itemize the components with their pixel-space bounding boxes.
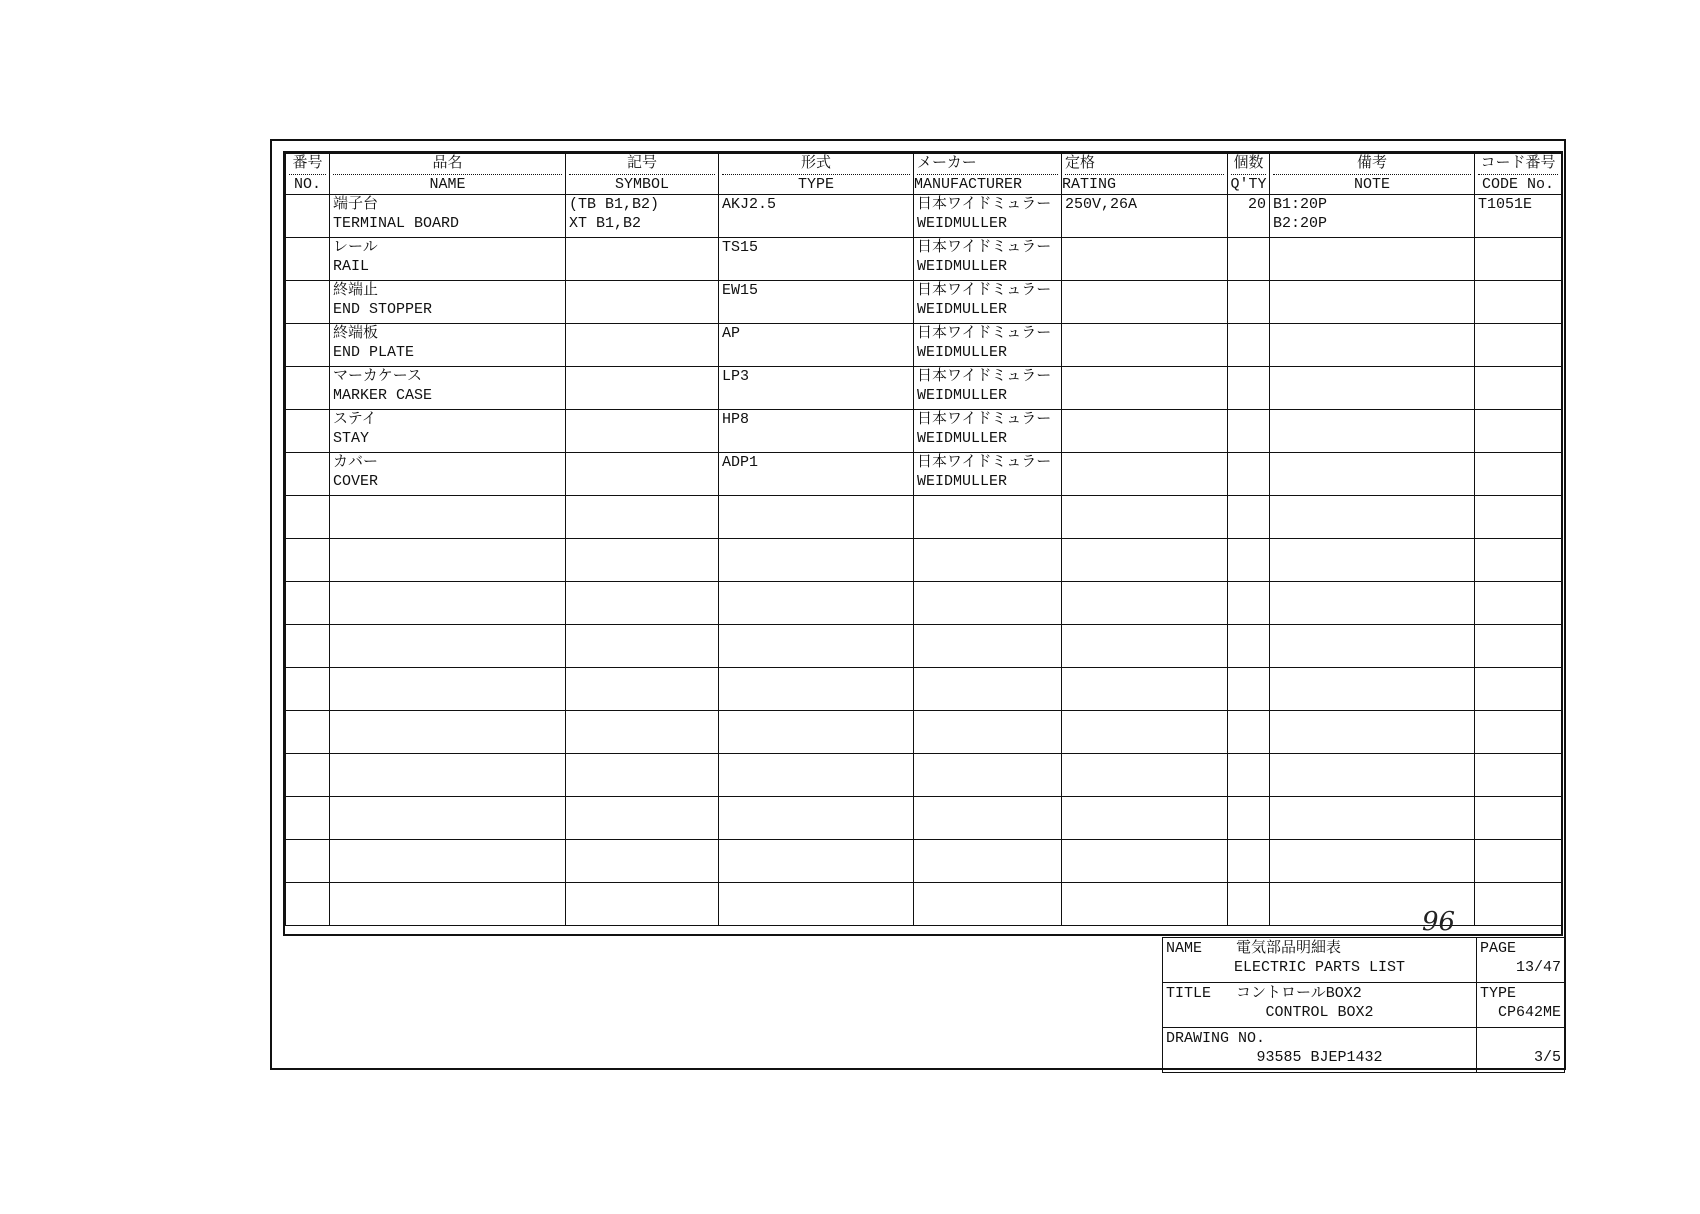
empty-cell: [330, 625, 566, 668]
cell-name-text: STAY: [333, 430, 370, 447]
cell-rating: [1062, 238, 1228, 281]
type-label: TYPE: [1480, 985, 1517, 1002]
cell-symbol-text: [569, 257, 715, 276]
cell-type-text: AKJ2.5: [722, 196, 777, 213]
cell-rating-text: [1065, 324, 1224, 343]
cell-code: [1475, 281, 1562, 324]
cell-name-text: END STOPPER: [333, 301, 433, 318]
cell-symbol-text: [569, 410, 715, 429]
cell-no: [286, 281, 330, 324]
cell-manufacturer: [914, 281, 1062, 324]
header-note: 備考 NOTE: [1270, 154, 1475, 195]
title-block-drawing-row: [1163, 1028, 1565, 1073]
empty-cell: [719, 625, 914, 668]
cell-no-text: [289, 238, 326, 257]
empty-cell: [914, 668, 1062, 711]
header-name: 品名 NAME: [330, 154, 566, 195]
parts-table: [285, 153, 1562, 926]
empty-cell: [1062, 883, 1228, 926]
title-block-title-row: [1163, 983, 1565, 1028]
table-row: [286, 367, 1562, 410]
cell-symbol: [566, 410, 719, 453]
cell-symbol: [566, 238, 719, 281]
empty-table-row: [286, 668, 1562, 711]
cell-no: [286, 453, 330, 496]
empty-cell: [719, 754, 914, 797]
empty-cell: [566, 625, 719, 668]
empty-cell: [1062, 625, 1228, 668]
empty-cell: [1228, 840, 1270, 883]
cell-name-text: 終端止: [333, 282, 379, 299]
header-code: コード番号 CODE No.: [1475, 154, 1562, 195]
cell-name: [330, 367, 566, 410]
cell-symbol-text: [569, 386, 715, 405]
type-value: CP642ME: [1497, 1004, 1561, 1021]
header-symbol: 記号 SYMBOL: [566, 154, 719, 195]
cell-rating-text: [1065, 238, 1224, 257]
empty-cell: [1228, 668, 1270, 711]
cell-no: [286, 367, 330, 410]
table-row: [286, 453, 1562, 496]
empty-cell: [914, 754, 1062, 797]
title-block-type-cell: [1477, 983, 1565, 1028]
cell-name: [330, 410, 566, 453]
cell-code-text: [1478, 453, 1558, 472]
cell-type-text: LP3: [722, 368, 750, 385]
empty-cell: [1475, 496, 1562, 539]
empty-cell: [1270, 582, 1475, 625]
cell-symbol-text: [569, 281, 715, 300]
cell-note: [1270, 453, 1475, 496]
cell-symbol-text: [569, 324, 715, 343]
cell-name: [330, 453, 566, 496]
empty-table-row: [286, 625, 1562, 668]
name-label: NAME: [1166, 940, 1203, 957]
cell-code-text: [1478, 367, 1558, 386]
cell-name-text: 終端板: [333, 325, 379, 342]
header-manufacturer: メーカー MANUFACTURER: [914, 154, 1062, 195]
cell-name-text: END PLATE: [333, 344, 415, 361]
cell-manufacturer-text: 日本ワイドミュラー: [917, 325, 1052, 342]
cell-name: [330, 324, 566, 367]
empty-cell: [1270, 668, 1475, 711]
empty-cell: [719, 539, 914, 582]
handwritten-page-number: 96: [1422, 907, 1456, 937]
cell-symbol-text: [569, 367, 715, 386]
cell-note-text: [1273, 257, 1471, 276]
empty-cell: [719, 496, 914, 539]
empty-cell: [914, 625, 1062, 668]
empty-cell: [330, 711, 566, 754]
empty-cell: [286, 754, 330, 797]
title-block-title-cell: [1163, 983, 1477, 1028]
cell-no-text: [289, 410, 326, 429]
cell-no: [286, 410, 330, 453]
cell-note-text: [1273, 281, 1471, 300]
cell-name-text: マーカケース: [333, 368, 422, 385]
cell-rating: [1062, 281, 1228, 324]
cell-type: [719, 367, 914, 410]
table-row: [286, 195, 1562, 238]
empty-cell: [1228, 711, 1270, 754]
cell-qty-text: [1231, 238, 1266, 257]
empty-cell: [330, 797, 566, 840]
cell-manufacturer: [914, 367, 1062, 410]
page-label: PAGE: [1480, 940, 1517, 957]
empty-cell: [719, 883, 914, 926]
empty-cell: [719, 711, 914, 754]
empty-cell: [1475, 582, 1562, 625]
cell-note: [1270, 195, 1475, 238]
cell-type: [719, 281, 914, 324]
empty-cell: [1228, 496, 1270, 539]
empty-cell: [914, 711, 1062, 754]
empty-cell: [566, 840, 719, 883]
empty-cell: [566, 883, 719, 926]
cell-note: [1270, 367, 1475, 410]
empty-cell: [1475, 711, 1562, 754]
cell-manufacturer-text: WEIDMULLER: [917, 430, 1008, 447]
cell-name-text: RAIL: [333, 258, 370, 275]
parts-list-sheet: [270, 139, 1566, 1070]
empty-table-row: [286, 754, 1562, 797]
table-row: [286, 281, 1562, 324]
empty-cell: [330, 582, 566, 625]
empty-cell: [330, 668, 566, 711]
empty-table-row: [286, 496, 1562, 539]
empty-cell: [330, 840, 566, 883]
cell-qty-text: 20: [1247, 196, 1266, 213]
cell-qty: [1228, 324, 1270, 367]
empty-cell: [1228, 883, 1270, 926]
cell-name-text: レール: [333, 239, 378, 256]
cell-symbol-text: [569, 453, 715, 472]
empty-cell: [566, 582, 719, 625]
cell-symbol-text: XT B1,B2: [569, 215, 642, 232]
cell-symbol-text: [569, 472, 715, 491]
cell-type: [719, 195, 914, 238]
cell-no: [286, 324, 330, 367]
empty-cell: [1270, 711, 1475, 754]
cell-symbol: [566, 367, 719, 410]
cell-symbol-text: [569, 300, 715, 319]
cell-note-text: B2:20P: [1273, 215, 1328, 232]
empty-table-row: [286, 582, 1562, 625]
cell-code: [1475, 367, 1562, 410]
cell-note: [1270, 281, 1475, 324]
cell-symbol: [566, 324, 719, 367]
cell-rating-text: [1065, 367, 1224, 386]
title-block-sheet-cell: [1477, 1028, 1565, 1073]
parts-table-frame: [283, 151, 1563, 936]
cell-qty: [1228, 238, 1270, 281]
cell-code: [1475, 238, 1562, 281]
empty-cell: [286, 496, 330, 539]
empty-cell: [1062, 668, 1228, 711]
empty-cell: [286, 883, 330, 926]
drawing-label: DRAWING NO.: [1166, 1030, 1266, 1047]
empty-cell: [566, 797, 719, 840]
name-en: ELECTRIC PARTS LIST: [1233, 959, 1406, 976]
empty-cell: [1475, 668, 1562, 711]
empty-cell: [286, 668, 330, 711]
empty-cell: [914, 582, 1062, 625]
cell-symbol-text: (TB B1,B2): [569, 196, 660, 213]
cell-name-text: ステイ: [333, 411, 377, 428]
empty-cell: [286, 539, 330, 582]
empty-cell: [566, 496, 719, 539]
cell-qty-text: [1231, 281, 1266, 300]
empty-cell: [1475, 797, 1562, 840]
cell-manufacturer-text: WEIDMULLER: [917, 344, 1008, 361]
title-block-name-row: [1163, 938, 1565, 983]
empty-cell: [286, 840, 330, 883]
cell-type: [719, 410, 914, 453]
cell-note: [1270, 410, 1475, 453]
cell-name: [330, 281, 566, 324]
empty-table-row: [286, 840, 1562, 883]
parts-table-body: [286, 195, 1562, 926]
empty-cell: [1270, 496, 1475, 539]
cell-code: [1475, 324, 1562, 367]
empty-cell: [1475, 883, 1562, 926]
empty-cell: [914, 496, 1062, 539]
title-block-page-cell: [1477, 938, 1565, 983]
cell-manufacturer-text: 日本ワイドミュラー: [917, 368, 1052, 385]
empty-cell: [286, 625, 330, 668]
empty-cell: [1475, 539, 1562, 582]
cell-manufacturer: [914, 238, 1062, 281]
title-label: TITLE: [1166, 985, 1212, 1002]
cell-name-text: カバー: [333, 454, 379, 471]
cell-qty: [1228, 367, 1270, 410]
cell-note-text: B1:20P: [1273, 196, 1328, 213]
cell-qty-text: [1231, 367, 1266, 386]
cell-manufacturer: [914, 195, 1062, 238]
empty-cell: [1475, 754, 1562, 797]
empty-cell: [330, 883, 566, 926]
empty-cell: [1475, 625, 1562, 668]
cell-type-text: ADP1: [722, 454, 759, 471]
cell-no: [286, 195, 330, 238]
cell-note-text: [1273, 429, 1471, 448]
cell-manufacturer: [914, 453, 1062, 496]
empty-cell: [1270, 754, 1475, 797]
drawing-value: 93585 BJEP1432: [1256, 1049, 1383, 1066]
cell-no-text: [289, 195, 326, 214]
cell-code-text: [1478, 238, 1558, 257]
empty-cell: [1270, 539, 1475, 582]
empty-cell: [1228, 797, 1270, 840]
cell-no-text: [289, 324, 326, 343]
cell-manufacturer-text: 日本ワイドミュラー: [917, 239, 1052, 256]
cell-note: [1270, 238, 1475, 281]
empty-cell: [330, 754, 566, 797]
cell-code-text: [1478, 324, 1558, 343]
header-rating: 定格 RATING: [1062, 154, 1228, 195]
empty-cell: [914, 840, 1062, 883]
cell-type-text: EW15: [722, 282, 759, 299]
cell-note-text: [1273, 324, 1471, 343]
cell-qty-text: [1231, 410, 1266, 429]
empty-cell: [719, 840, 914, 883]
cell-no-text: [289, 281, 326, 300]
cell-name: [330, 238, 566, 281]
empty-cell: [719, 668, 914, 711]
empty-cell: [566, 668, 719, 711]
cell-manufacturer-text: WEIDMULLER: [917, 215, 1008, 232]
cell-symbol: [566, 195, 719, 238]
cell-name-text: TERMINAL BOARD: [333, 215, 460, 232]
cell-rating-text: [1065, 410, 1224, 429]
cell-symbol-text: [569, 429, 715, 448]
cell-manufacturer-text: WEIDMULLER: [917, 301, 1008, 318]
table-row: [286, 238, 1562, 281]
cell-no-text: [289, 453, 326, 472]
empty-cell: [1228, 754, 1270, 797]
cell-note-text: [1273, 367, 1471, 386]
empty-cell: [566, 754, 719, 797]
cell-rating: [1062, 367, 1228, 410]
empty-cell: [914, 883, 1062, 926]
cell-type-text: AP: [722, 325, 741, 342]
cell-manufacturer-text: 日本ワイドミュラー: [917, 282, 1052, 299]
cell-rating: [1062, 410, 1228, 453]
cell-name: [330, 195, 566, 238]
cell-symbol-text: [569, 343, 715, 362]
cell-qty: [1228, 453, 1270, 496]
cell-rating-text: 250V,26A: [1065, 196, 1138, 213]
empty-cell: [1062, 840, 1228, 883]
cell-qty: [1228, 410, 1270, 453]
cell-code: [1475, 195, 1562, 238]
cell-manufacturer-text: 日本ワイドミュラー: [917, 411, 1052, 428]
header-no: 番号 NO.: [286, 154, 330, 195]
empty-table-row: [286, 797, 1562, 840]
cell-manufacturer-text: WEIDMULLER: [917, 387, 1008, 404]
cell-qty: [1228, 195, 1270, 238]
empty-cell: [1270, 840, 1475, 883]
empty-cell: [1062, 797, 1228, 840]
cell-note-text: [1273, 343, 1471, 362]
cell-note-text: [1273, 300, 1471, 319]
cell-symbol: [566, 281, 719, 324]
cell-qty-text: [1231, 324, 1266, 343]
cell-code-text: [1478, 410, 1558, 429]
empty-cell: [1062, 754, 1228, 797]
cell-code: [1475, 410, 1562, 453]
sheet-value: 3/5: [1533, 1049, 1561, 1066]
cell-rating: [1062, 195, 1228, 238]
cell-note-text: [1273, 472, 1471, 491]
title-block-table: [1162, 937, 1565, 1073]
cell-manufacturer-text: 日本ワイドミュラー: [917, 454, 1052, 471]
empty-cell: [1062, 711, 1228, 754]
cell-qty-text: [1231, 453, 1266, 472]
header-row: [286, 154, 1562, 195]
title-jp: コントロールBOX2: [1236, 985, 1362, 1002]
empty-cell: [1270, 797, 1475, 840]
cell-manufacturer-text: 日本ワイドミュラー: [917, 196, 1052, 213]
empty-table-row: [286, 883, 1562, 926]
empty-cell: [1062, 539, 1228, 582]
cell-qty: [1228, 281, 1270, 324]
cell-code-text: [1478, 281, 1558, 300]
page-value: 13/47: [1515, 959, 1561, 976]
cell-symbol: [566, 453, 719, 496]
cell-note-text: [1273, 238, 1471, 257]
empty-cell: [1270, 625, 1475, 668]
empty-table-row: [286, 539, 1562, 582]
cell-code: [1475, 453, 1562, 496]
cell-name-text: MARKER CASE: [333, 387, 433, 404]
title-block-name-cell: [1163, 938, 1477, 983]
header-type: 形式 TYPE: [719, 154, 914, 195]
empty-cell: [1475, 840, 1562, 883]
empty-cell: [719, 797, 914, 840]
cell-manufacturer: [914, 324, 1062, 367]
cell-name-text: COVER: [333, 473, 379, 490]
table-row: [286, 324, 1562, 367]
cell-symbol-text: [569, 238, 715, 257]
cell-rating: [1062, 453, 1228, 496]
cell-no: [286, 238, 330, 281]
cell-rating-text: [1065, 281, 1224, 300]
empty-cell: [1228, 539, 1270, 582]
title-block-drawing-cell: [1163, 1028, 1477, 1073]
title-en: CONTROL BOX2: [1265, 1004, 1374, 1021]
empty-cell: [566, 539, 719, 582]
cell-type-text: HP8: [722, 411, 750, 428]
cell-name-text: 端子台: [333, 196, 379, 213]
cell-note-text: [1273, 386, 1471, 405]
empty-cell: [719, 582, 914, 625]
name-jp: 電気部品明細表: [1236, 940, 1342, 957]
empty-cell: [1062, 496, 1228, 539]
empty-cell: [286, 711, 330, 754]
cell-note: [1270, 324, 1475, 367]
cell-manufacturer-text: WEIDMULLER: [917, 473, 1008, 490]
empty-cell: [1228, 582, 1270, 625]
cell-rating-text: [1065, 453, 1224, 472]
cell-rating: [1062, 324, 1228, 367]
empty-cell: [566, 711, 719, 754]
cell-type: [719, 324, 914, 367]
cell-manufacturer-text: WEIDMULLER: [917, 258, 1008, 275]
empty-cell: [286, 582, 330, 625]
cell-type-text: TS15: [722, 239, 759, 256]
cell-manufacturer: [914, 410, 1062, 453]
cell-code-text: T1051E: [1478, 196, 1533, 213]
empty-cell: [330, 496, 566, 539]
table-row: [286, 410, 1562, 453]
title-block: [1162, 937, 1564, 1067]
cell-note-text: [1273, 410, 1471, 429]
cell-type: [719, 453, 914, 496]
empty-table-row: [286, 711, 1562, 754]
empty-cell: [286, 797, 330, 840]
cell-note-text: [1273, 453, 1471, 472]
empty-cell: [330, 539, 566, 582]
cell-no-text: [289, 367, 326, 386]
header-qty: 個数 Q'TY: [1228, 154, 1270, 195]
empty-cell: [914, 797, 1062, 840]
empty-cell: [1062, 582, 1228, 625]
empty-cell: [914, 539, 1062, 582]
cell-type: [719, 238, 914, 281]
empty-cell: [1228, 625, 1270, 668]
